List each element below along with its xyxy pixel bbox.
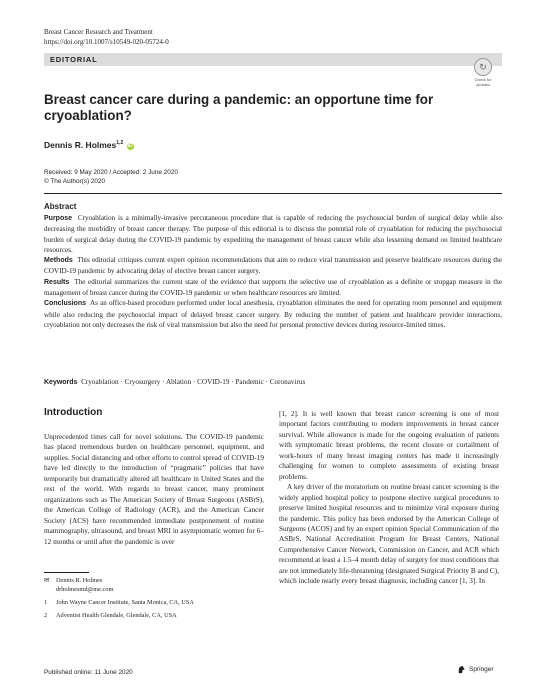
author-line [44, 140, 134, 150]
header-divider [44, 193, 502, 194]
affiliation-2-mark: 2 [44, 612, 48, 619]
abstract-heading: Abstract [44, 202, 77, 211]
keywords-list: Cryoablation · Cryosurgery · Ablation · COVID-19 · Pandemic · Coronavirus [81, 378, 306, 386]
intro-paragraph-1-continued: [1, 2]. It is well known that breast cancer screening is one of most important factors contributing to modern improvements in breast cancer survival. While allowance is made for the ongoing evaluation of patients with symptomatic breast problems, the recent closure or curtailment of work-hours of many breast imaging centers has made it increasingly challenging for women to complete assessments of existing breast problems. [279, 410, 499, 481]
contact-name: Dennis R. Holmes [56, 577, 103, 584]
footnote-divider [44, 572, 89, 573]
publisher-name: Springer [469, 666, 494, 673]
introduction-heading: Introduction [44, 407, 103, 418]
publisher-logo [457, 665, 494, 674]
contact-email[interactable]: drholmesmd@me.com [56, 586, 114, 593]
author-name[interactable]: Dennis R. Holmes [44, 140, 117, 150]
body-column-left [44, 432, 264, 547]
journal-name: Breast Cancer Research and Treatment [44, 28, 153, 36]
doi-link[interactable]: https://doi.org/10.1007/s10549-020-05724-0 [44, 38, 169, 46]
check-for-updates-button[interactable] [470, 58, 496, 87]
check-updates-label: Check for updates [474, 77, 492, 87]
springer-horse-icon [457, 665, 466, 674]
journal-header [44, 27, 169, 47]
keywords-label: Keywords [44, 379, 78, 386]
published-online: Published online: 11 June 2020 [44, 669, 133, 676]
abstract-purpose: Purpose Cryoablation is a minimally-invasive percutaneous procedure that is capable of reducing the psychosocial burden of surgical delay while also decreasing the morbidity of breast cancer therapy. The purpose of this editorial is to discuss the potential role of cryoablation for reducing the psychosocial burden of surgical delay during the COVID-19 pandemic by expediting the management of breast cancer while also lessening demand on limited healthcare resources. [44, 214, 502, 254]
abstract-methods: Methods This editorial critiques current expert opinion recommendations that aim to reduce viral transmission and preserve healthcare resources during the COVID-19 pandemic by advocating delay of elective breast cancer surgery. [44, 256, 503, 276]
conclusions-label: Conclusions [44, 300, 87, 308]
author-affiliation-marks: 1,2 [116, 140, 124, 147]
orcid-icon[interactable]: iD [127, 143, 133, 149]
intro-paragraph-1: Unprecedented times call for novel solutions. The COVID-19 pandemic has placed tremendous burden on healthcare personnel, equipment, and supplies. Social distancing and other efforts to control spread of COVID-19 have led directly to the introduction of “pragmatic” policies that have temporarily but dramatically altered all healthcare in United States and the rest of the world. With regards to breast cancer, many prominent organizations such as The American Society of Breast Surgeons (ASBrS), the American College of Radiology (ACR), and the American Cancer Society (ACS) have recommended immediate postponement of routine mammography, ultrasound, and breast MRI in asymptomatic women for 6–12 months or until after the pandemic is over [44, 433, 264, 546]
methods-label: Methods [44, 257, 73, 265]
abstract-results: Results The editorial summarizes the current state of the evidence that supports the selective use of cryoablation as a definite or stopgap measure in the management of breast cancer during the COVID-19 pandemic or when healthcare resources are limited. [44, 277, 502, 298]
affiliation-2 [44, 611, 269, 620]
abstract-body [44, 213, 502, 330]
section-label: EDITORIAL [50, 55, 98, 64]
check-updates-icon: ↻ [474, 58, 492, 76]
article-title: Breast cancer care during a pandemic: an opportune time for cryoablation? [44, 92, 434, 123]
abstract-conclusions: Conclusions As an office-based procedure performed under local anesthesia, cryoablation eliminates the need for operating room personnel and equipment while also reducing the psychosocial impact of delayed breast cancer surgery. By reducing the number of patient and healthcare provider interactions, cryoablation not only decreases the risk of viral transmission but also the need for personal protective devices during resource-limited times. [44, 299, 502, 329]
copyright: © The Author(s) 2020 [44, 178, 106, 185]
affiliation-1-text: John Wayne Cancer Institute, Santa Monica, CA, USA [56, 599, 194, 606]
received-accepted: Received: 9 May 2020 / Accepted: 2 June 2020 [44, 169, 178, 176]
affiliation-1 [44, 598, 269, 607]
affiliation-1-mark: 1 [44, 599, 48, 606]
body-column-right [279, 409, 499, 587]
affiliation-2-text: Adventist Health Glendale, Glendale, CA, USA [56, 612, 177, 619]
keywords-line [44, 378, 502, 386]
article-dates [44, 168, 178, 186]
envelope-icon: ✉ [44, 577, 50, 584]
intro-paragraph-2: A key driver of the moratorium on routine breast cancer screening is the widely applied hospital policy to postpone elective surgical procedures to preserve limited hospital resources and to minimize viral exposure during the pandemic. This policy has been endorsed by the American College of Surgeons (ACOS) and by an expert opinion Special Communication of the ASBrS, National Accreditation Program for Breast Centers, National Comprehensive Cancer Network, Commission on Cancer, and ACR which recommend at least a 1.5–4 month delay of surgery for most conditions that are not immediately life-threatening (designated Surgical Priority B and C), which include nearly every breast diagnosis, including cancer [1, 3]. In [279, 483, 499, 586]
contact-footnote [44, 576, 269, 594]
footnotes [44, 576, 269, 620]
results-label: Results [44, 278, 70, 286]
section-label-bar [44, 53, 502, 66]
purpose-label: Purpose [44, 215, 73, 222]
